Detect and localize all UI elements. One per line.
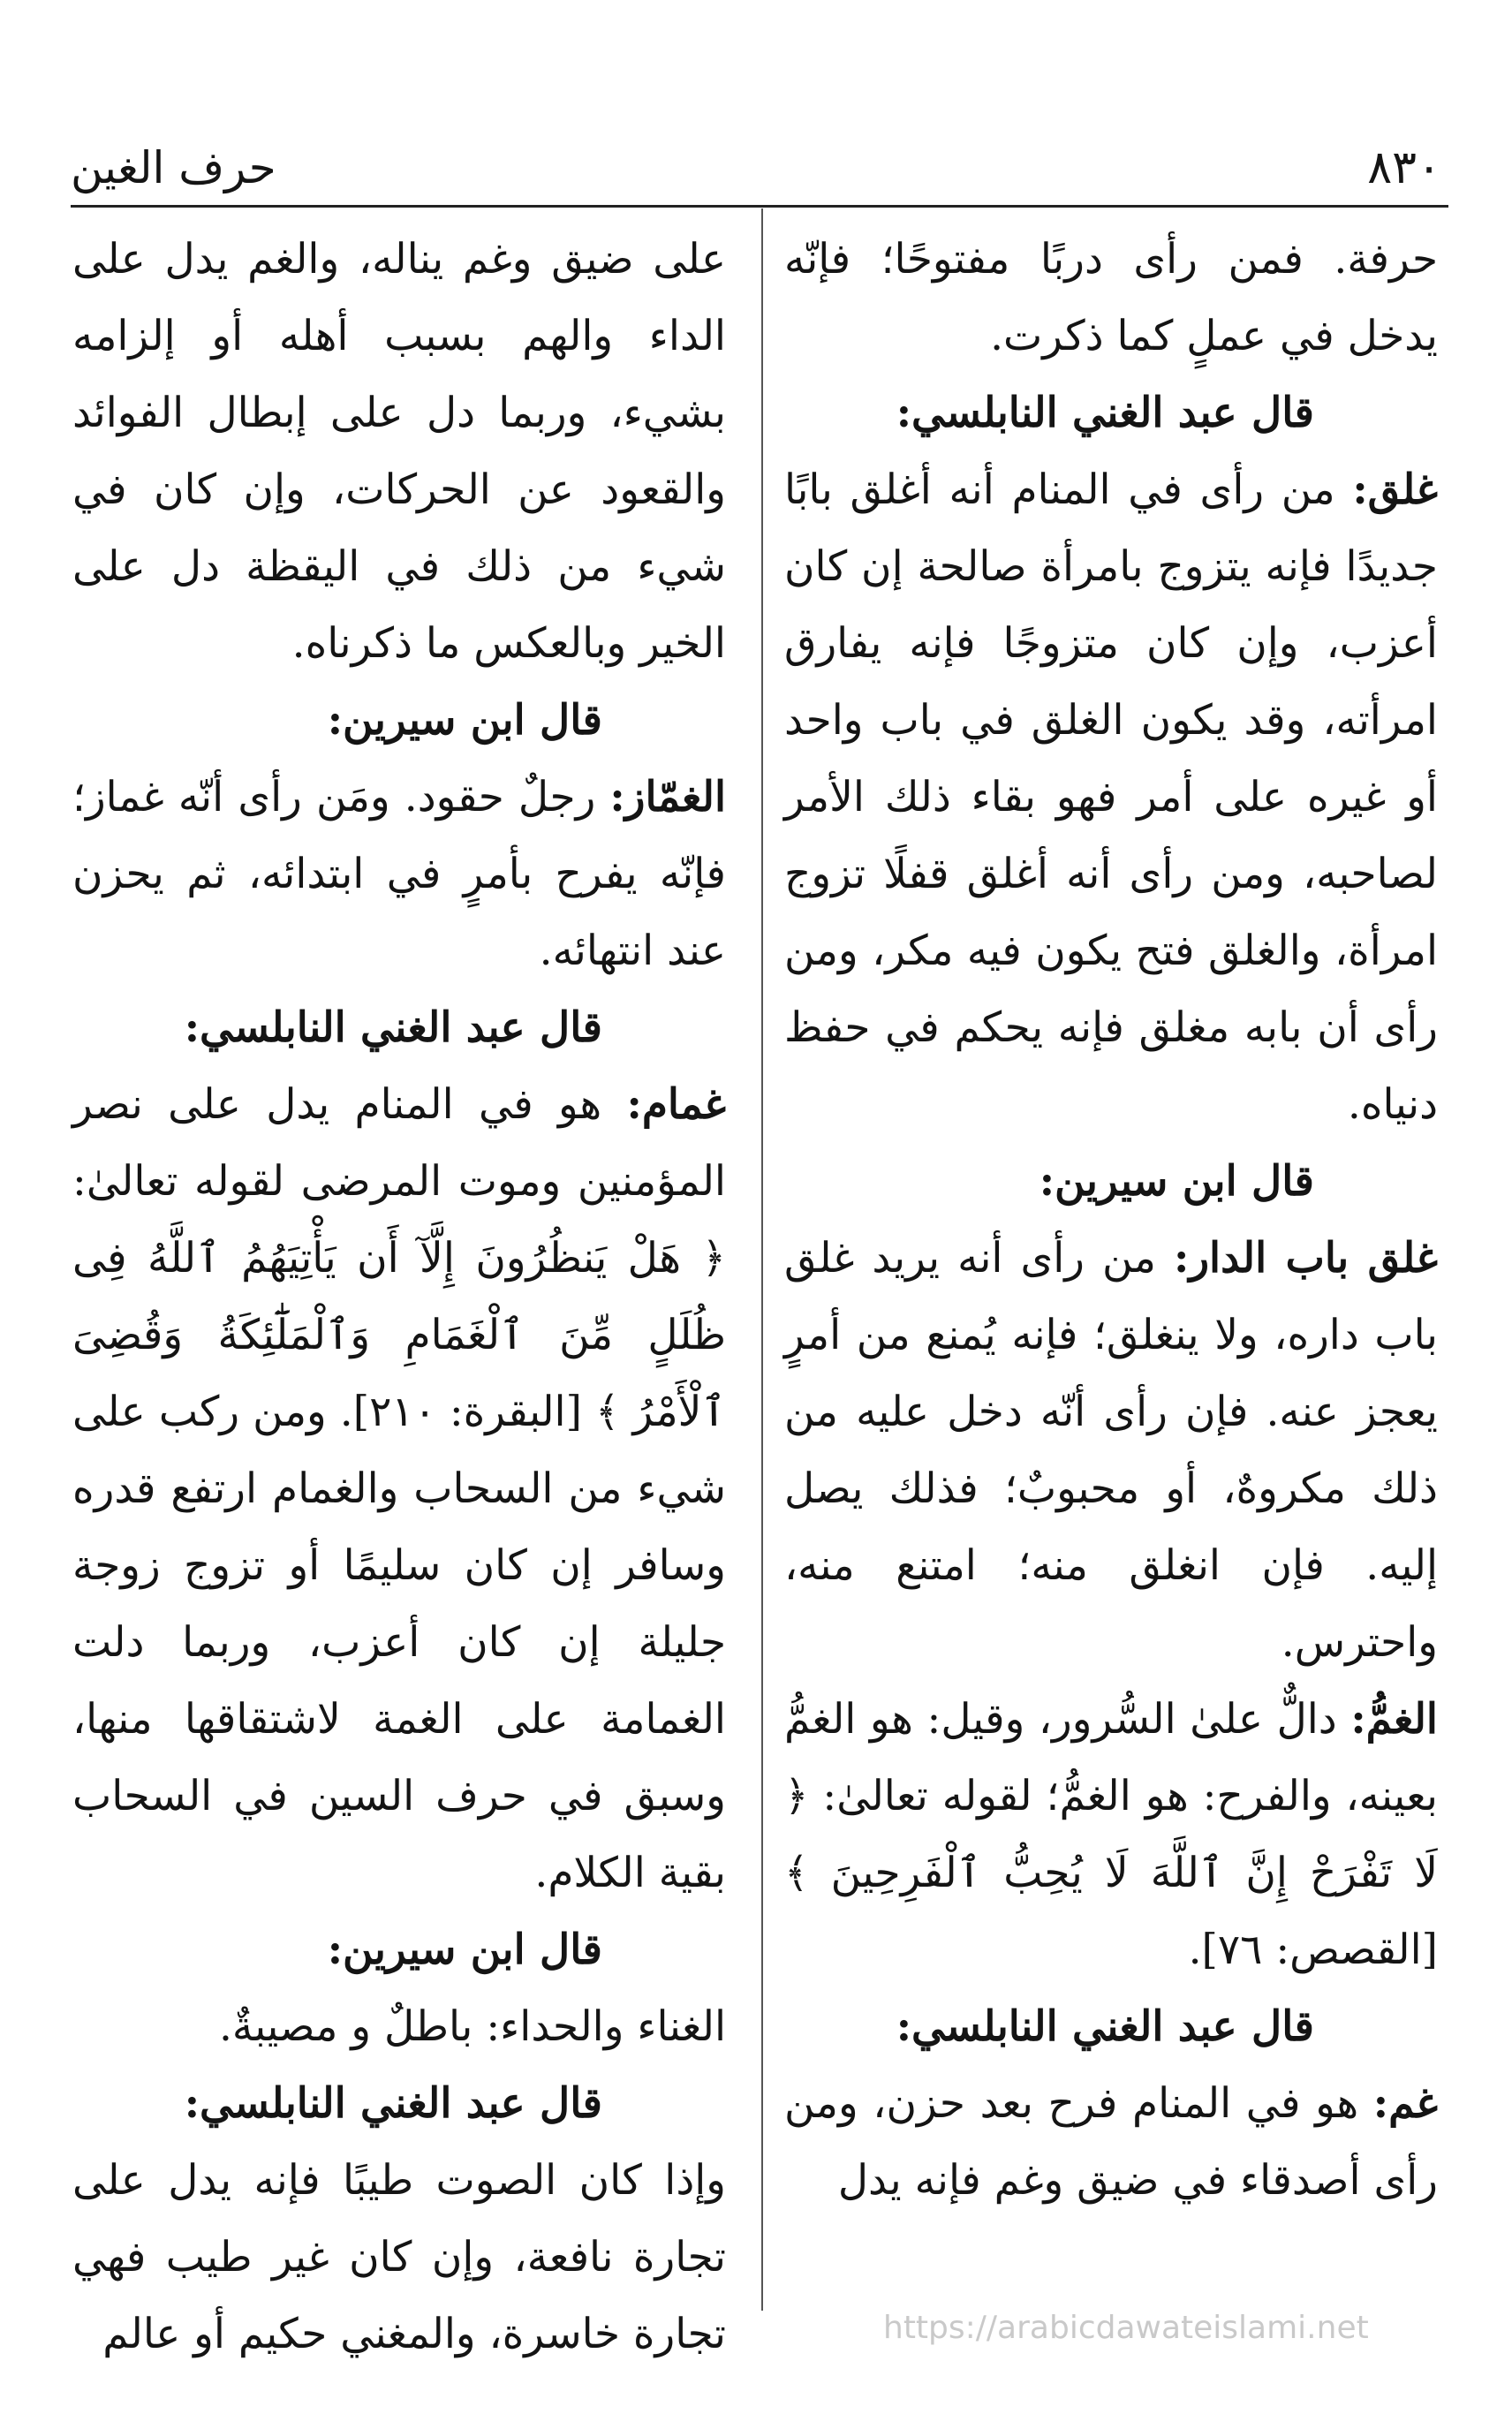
header-rule <box>71 205 1448 208</box>
paragraph: حرفة. فمن رأى دربًا مفتوحًا؛ فإنّه يدخل في عملٍ كما ذكرت. <box>784 235 1438 360</box>
dictionary-entry <box>784 2065 1438 2219</box>
paragraph: الغناء والحداء: باطلٌ و مصيبةٌ. <box>218 2002 726 2051</box>
dictionary-entry <box>784 1681 1438 1988</box>
entry-body: هو في المنام يدل على نصر المؤمنين وموت المرضى لقوله تعالىٰ: ﴿ هَلْ يَنظُرُونَ إِلَّآ أَن يَأْتِيَهُمُ ٱللَّهُ فِى ظُلَلٍ مِّنَ ٱلْغَمَامِ وَٱلْمَلَٰٓئِكَةُ وَقُضِىَ ٱلْأَمْرُ ﴾ [البقرة: ٢١٠]. ومن ركب على شيء من السحاب والغمام ارتفع قدره وسافر إن كان سليمًا أو تزوج زوجة جليلة إن كان أعزب، وربما دلت الغمامة على الغمة لاشتقاقها منها، وسبق في حرف السين في السحاب بقية الكلام. <box>72 1080 726 1897</box>
entry-term: غمام: <box>626 1080 726 1129</box>
entry-body: من رأى أنه يريد غلق باب داره، ولا ينغلق؛ فإنه يُمنع من أمرٍ يعجز عنه. فإن رأى أنّه دخل عليه من ذلك مكروهٌ، أو محبوبٌ؛ فذلك يصل إليه. فإن انغلق منه؛ امتنع منه، واحترس. <box>784 1234 1438 1667</box>
column-divider <box>761 208 763 2311</box>
page-header <box>71 124 1441 212</box>
section-heading: قال ابن سيرين: <box>327 696 602 745</box>
entry-term: غلق: <box>1352 465 1438 514</box>
entry-term: غم: <box>1372 2079 1438 2128</box>
section-heading: قال عبد الغني النابلسي: <box>184 2079 602 2128</box>
page-number: ٨٣٠ <box>1367 141 1441 194</box>
entry-body: رجلٌ حقود. ومَن رأى أنّه غماز؛ فإنّه يفرح بأمرٍ في ابتدائه، ثم يحزن عند انتهائه. <box>72 773 726 975</box>
watermark: https://arabicdawateislami.net <box>883 2310 1369 2346</box>
section-heading: قال عبد الغني النابلسي: <box>896 2002 1314 2051</box>
paragraph: وإذا كان الصوت طيبًا فإنه يدل على تجارة نافعة، وإن كان غير طيب فهي تجارة خاسرة، والمغني حكيم أو عالم <box>72 2156 726 2358</box>
dictionary-entry <box>72 759 726 989</box>
entry-term: الغمّاز: <box>609 773 726 821</box>
dictionary-entry <box>784 1220 1438 1681</box>
entry-body: دالٌّ علىٰ السُّرور، وقيل: هو الغمُّ بعينه، والفرح: هو الغمُّ؛ لقوله تعالىٰ: ﴿ لَا تَفْرَحْ إِنَّ ٱللَّهَ لَا يُحِبُّ ٱلْفَرِحِينَ ﴾ [القصص: ٧٦]. <box>784 1695 1438 1974</box>
section-heading: قال ابن سيرين: <box>327 1926 602 1974</box>
entry-body: هو في المنام فرح بعد حزن، ومن رأى أصدقاء في ضيق وغم فإنه يدل <box>784 2079 1438 2205</box>
paragraph: على ضيق وغم يناله، والغم يدل على الداء والهم بسبب أهله أو إلزامه بشيء، وربما دل على إبطال الفوائد والقعود عن الحركات، وإن كان في شيء من ذلك في اليقظة دل على الخير وبالعكس ما ذكرناه. <box>72 235 726 668</box>
left-column <box>72 221 726 2372</box>
running-head: حرف الغين <box>71 142 276 193</box>
dictionary-entry <box>72 1066 726 1911</box>
section-heading: قال عبد الغني النابلسي: <box>184 1003 602 1052</box>
entry-term: غلق باب الدار: <box>1173 1234 1438 1283</box>
section-heading: قال ابن سيرين: <box>1039 1157 1314 1206</box>
section-heading: قال عبد الغني النابلسي: <box>896 389 1314 437</box>
entry-term: الغمُّ: <box>1350 1695 1438 1744</box>
dictionary-entry <box>784 451 1438 1143</box>
right-column <box>784 221 1438 2219</box>
entry-body: من رأى في المنام أنه أغلق بابًا جديدًا فإنه يتزوج بامرأة صالحة إن كان أعزب، وإن كان متزوجًا فإنه يفارق امرأته، وقد يكون الغلق في باب واحد أو غيره على أمر فهو بقاء ذلك الأمر لصاحبه، ومن رأى أنه أغلق قفلًا تزوج امرأة، والغلق فتح يكون فيه مكر، ومن رأى أن بابه مغلق فإنه يحكم في حفظ دنياه. <box>784 465 1438 1129</box>
